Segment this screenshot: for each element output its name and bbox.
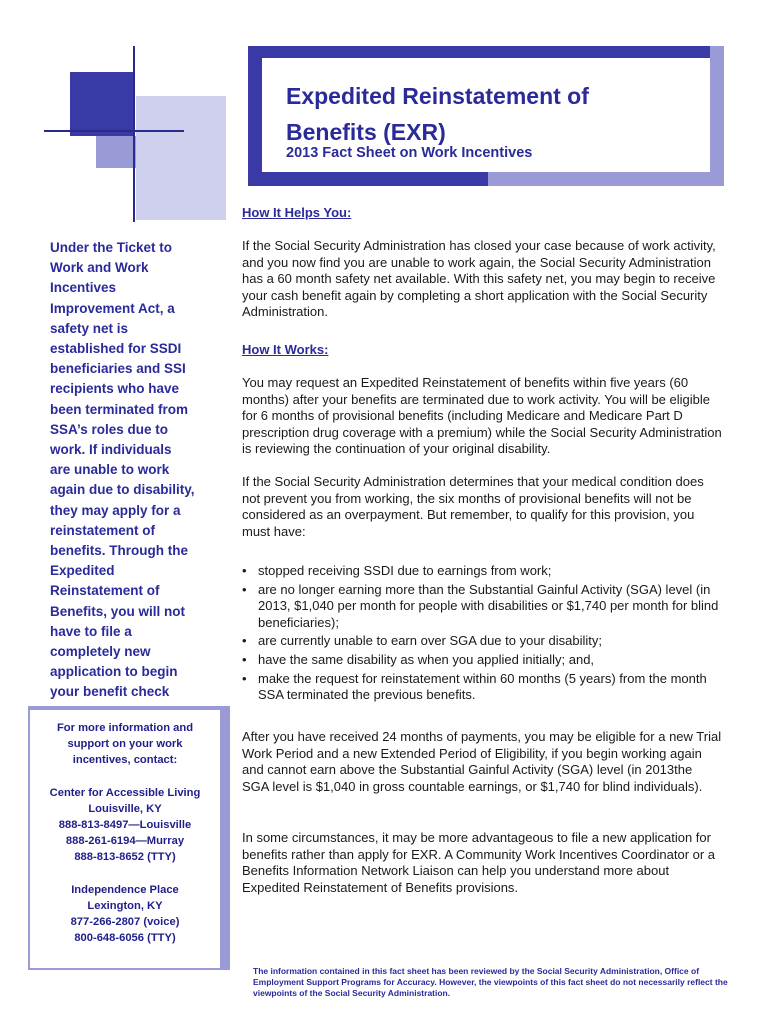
page-title-line-1: Expedited Reinstatement of <box>286 83 589 109</box>
contact-org2-name: Independence Place <box>71 883 179 896</box>
title-frame-left <box>248 46 262 186</box>
how-it-works-paragraph-2: If the Social Security Administration determines that your medical condition does not prevent you from working, the six months of provisional benefits will not be considered as an overpayment. But remember, to qualify for this provision, you must have: <box>242 474 704 539</box>
page-subtitle: 2013 Fact Sheet on Work Incentives <box>286 145 533 161</box>
sidebar-line: safety net is <box>50 320 129 336</box>
contact-intro-line: support on your work <box>67 738 183 751</box>
list-item: • make the request for reinstatement within 60 months (5 years) from the month SSA terminated the previous benefits. <box>242 671 722 704</box>
list-item: • are no longer earning more than the Substantial Gainful Activity (SGA) level (in 2013, $1,040 per month for people with disabilities or $1,740 per month for blind beneficiaries); <box>242 582 722 632</box>
sidebar-line: again due to disability, <box>50 482 195 498</box>
sidebar-line: beneficiaries and SSI <box>50 361 186 377</box>
list-item: • are currently unable to earn over SGA due to your disability; <box>242 633 722 650</box>
decor-vertical-line <box>133 46 135 222</box>
title-frame-bottom-left <box>248 172 488 186</box>
list-item: • stopped receiving SSDI due to earnings from work; <box>242 563 722 580</box>
sidebar-line: Benefits, you will not <box>50 603 186 619</box>
contact-org1-location: Louisville, KY <box>88 802 162 815</box>
contact-org1-phone: 888-813-8497—Louisville <box>58 819 192 832</box>
sidebar-line: work. If individuals <box>50 442 172 458</box>
circumstances-paragraph: In some circumstances, it may be more advantageous to file a new application for benefits rather than apply for EXR. A Community Work Incentives Coordinator or a Benefits Information Network Liaison can help you understand more about Expedited Reinstatement of Benefits provisions. <box>242 830 716 895</box>
contact-org2-phone: 877-266-2807 (voice) <box>70 916 180 929</box>
footer-disclaimer: The information contained in this fact sheet has been reviewed by the Social Security Administration, Office of Employment Support Programs for Accuracy. However, the viewpoints of this fact sheet do not necessarily reflect the viewpoints of the Social Security Administration. <box>253 966 728 998</box>
title-frame-top <box>248 46 724 58</box>
sidebar-line: Expedited <box>50 563 115 579</box>
heading-how-it-works: How It Works: <box>242 342 329 357</box>
heading-how-it-helps: How It Helps You: <box>242 205 352 220</box>
sidebar-summary <box>50 238 230 703</box>
decor-square-mid <box>96 136 136 168</box>
contact-info <box>30 720 220 946</box>
sidebar-line: been terminated from <box>50 401 189 417</box>
sidebar-line: benefits. Through the <box>50 543 188 559</box>
decor-square-dark <box>70 72 134 136</box>
sidebar-line: have to file a <box>50 623 132 639</box>
sidebar-line: completely new <box>50 644 151 660</box>
title-frame-right <box>710 46 724 186</box>
how-it-helps-text: If the Social Security Administration has closed your case because of work activity, and you now find you are unable to work again, the Social Security Administration has a 60 month safety net available. With this safety net, you may begin to receive your cash benefit again by completing a short application with the Social Security Administration. <box>242 238 716 320</box>
sidebar-line: they may apply for a <box>50 502 181 518</box>
sidebar-line: Improvement Act, a <box>50 300 175 316</box>
list-item: • have the same disability as when you applied initially; and, <box>242 652 722 669</box>
sidebar-line: SSA’s roles due to <box>50 421 169 437</box>
after-payments-paragraph: After you have received 24 months of payments, you may be eligible for a new Trial Work Period and a new Extended Period of Eligibility, if you begin working again and cannot earn above the Substantial Gainful Activity (SGA) level (in 2013the SGA level is $1,040 in gross countable earnings, or $1,740 for blind individuals). <box>242 729 722 794</box>
page-title <box>286 78 706 150</box>
qualification-list <box>242 563 722 706</box>
contact-org1-name: Center for Accessible Living <box>49 786 201 799</box>
sidebar-line: Under the Ticket to <box>50 240 173 255</box>
contact-intro-line: incentives, contact: <box>72 754 178 767</box>
sidebar-line: established for SSDI <box>50 341 182 357</box>
sidebar-line: Reinstatement of <box>50 583 160 599</box>
contact-org1-phone: 888-813-8652 (TTY) <box>74 851 176 864</box>
sidebar-line: recipients who have <box>50 381 180 397</box>
decor-square-light <box>136 96 226 220</box>
sidebar-line: application to begin <box>50 664 178 680</box>
sidebar-line: your benefit check <box>50 684 170 700</box>
contact-org2-location: Lexington, KY <box>87 899 163 912</box>
decor-horizontal-line <box>44 130 184 132</box>
sidebar-line: reinstatement of <box>50 522 156 538</box>
how-it-works-paragraph-1: You may request an Expedited Reinstatement of benefits within five years (60 months) after your benefits are terminated due to work activity. You will be eligible for 6 months of provisional benefits (including Medicare and Medicare Part D prescription drug coverage with a premium) while the Social Security Administration is reviewing the continuation of your original disability. <box>242 375 722 457</box>
page-title-line-2: Benefits (EXR) <box>286 119 446 145</box>
sidebar-line: are unable to work <box>50 462 170 478</box>
contact-org1-phone: 888-261-6194—Murray <box>65 835 185 848</box>
sidebar-line: Incentives <box>50 280 117 296</box>
contact-org2-phone: 800-648-6056 (TTY) <box>74 932 176 945</box>
sidebar-line: Work and Work <box>50 260 149 276</box>
contact-intro-line: For more information and <box>56 722 194 734</box>
title-frame-bottom-right <box>488 172 724 186</box>
